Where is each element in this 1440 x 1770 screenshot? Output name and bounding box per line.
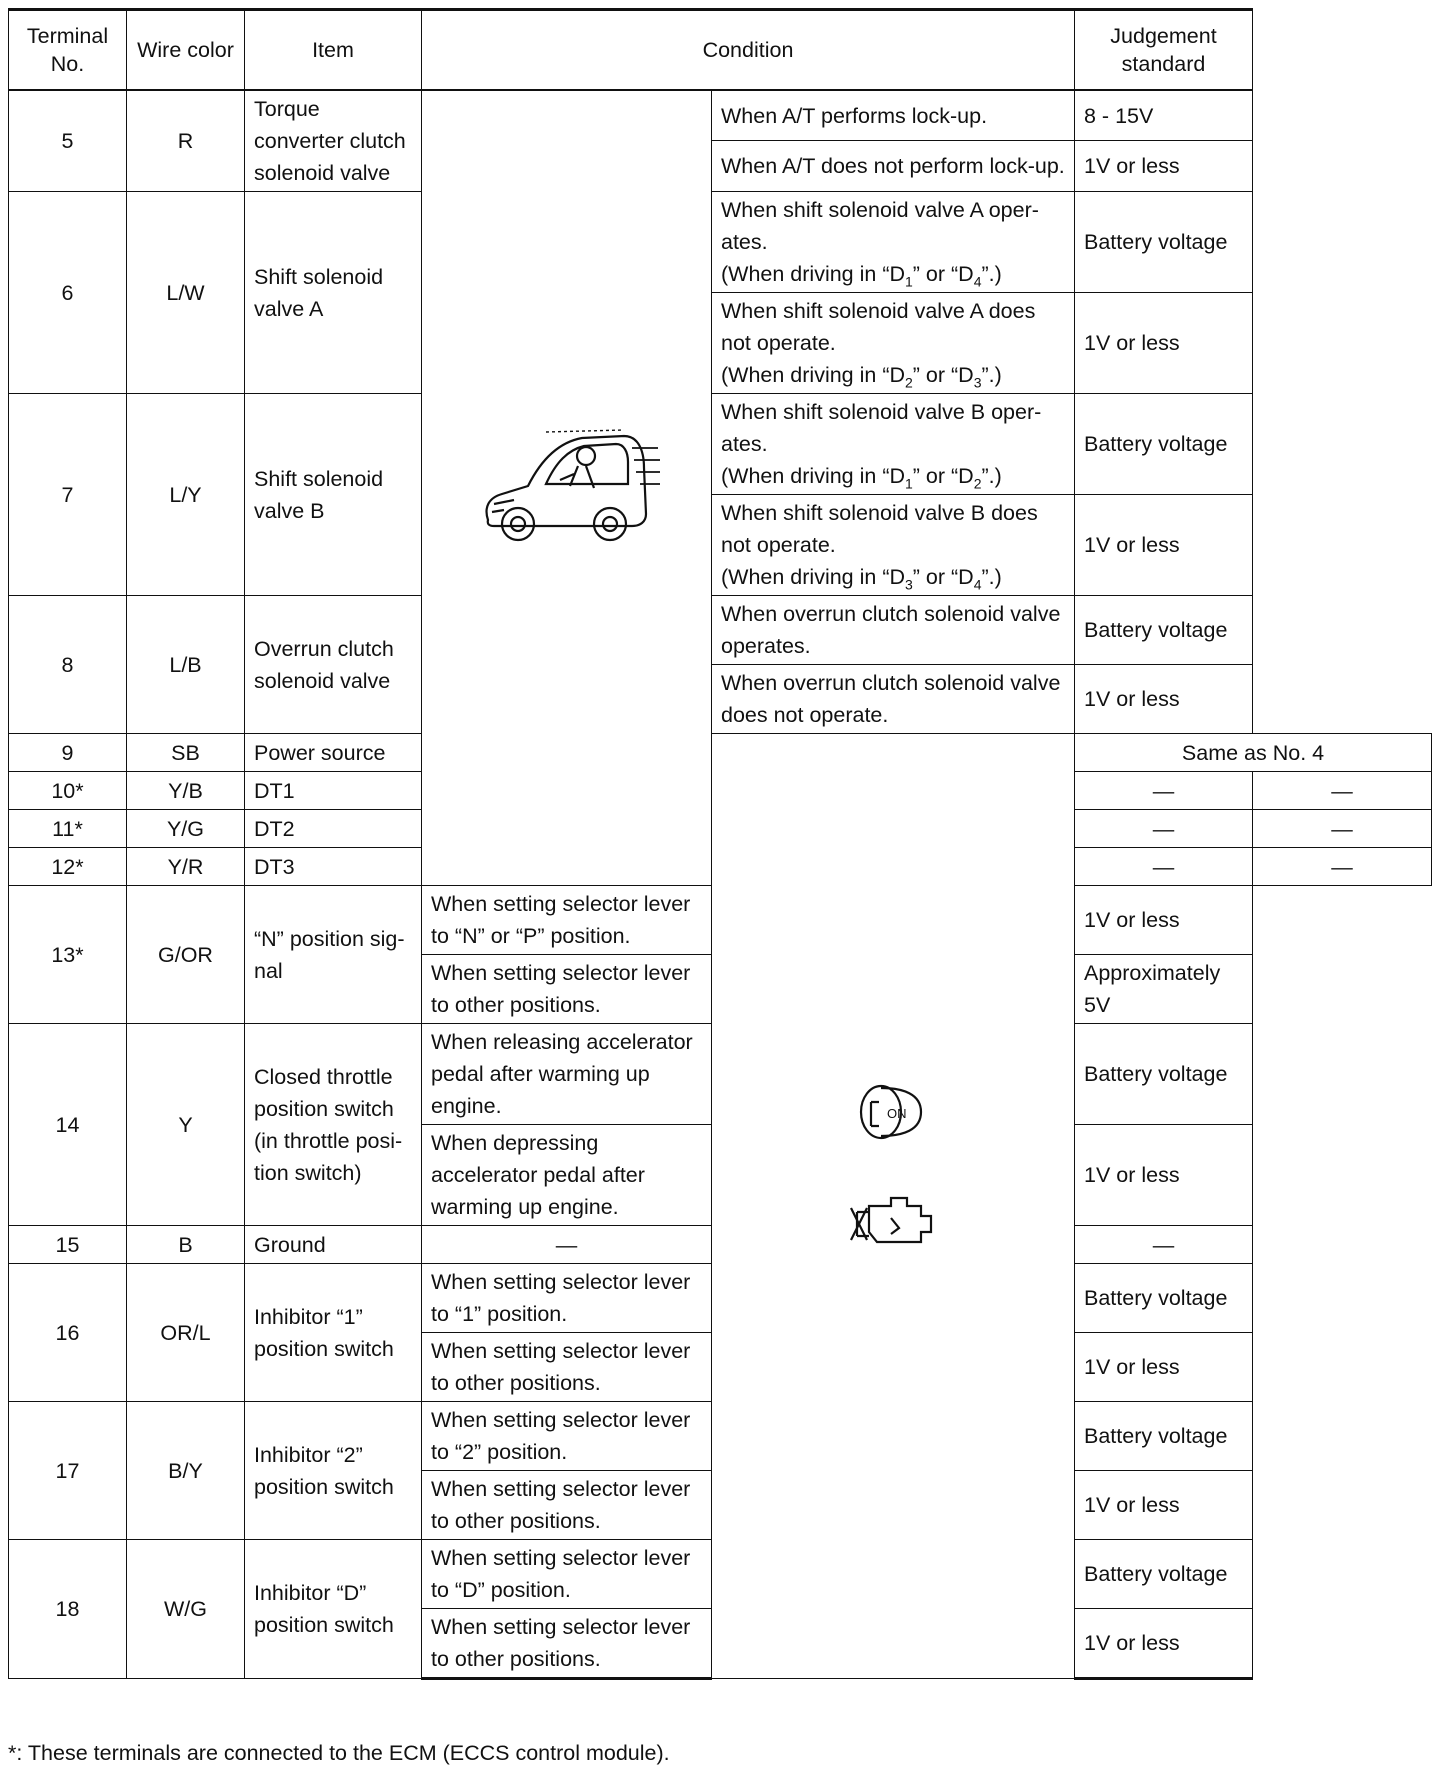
judgement-value: 1V or less: [1075, 141, 1253, 192]
wire-color: B: [127, 1226, 245, 1264]
wire-color: SB: [127, 734, 245, 772]
judgement-value: 1V or less: [1075, 1609, 1253, 1679]
condition-note: ”.): [981, 464, 1002, 488]
judgement-value: 1V or less: [1075, 293, 1253, 394]
condition-text: —: [1075, 810, 1253, 848]
condition-note: (When driving in “D: [721, 363, 905, 387]
terminal-no: 14: [9, 1024, 127, 1226]
wire-color: B/Y: [127, 1402, 245, 1540]
judgement-value: Battery voltage: [1075, 1540, 1253, 1609]
wire-color: Y/R: [127, 848, 245, 886]
svg-text:ON: ON: [887, 1106, 907, 1121]
item: Shift solenoid valve A: [245, 192, 422, 394]
terminal-no: 9: [9, 734, 127, 772]
wire-color: Y/G: [127, 810, 245, 848]
item: Closed throttle position switch (in throttle posi-tion switch): [245, 1024, 422, 1226]
terminal-no: 18: [9, 1540, 127, 1679]
condition-note: ”.): [981, 363, 1002, 387]
item: Inhibitor “2” position switch: [245, 1402, 422, 1540]
item: DT3: [245, 848, 422, 886]
merged-condition: Same as No. 4: [1075, 734, 1432, 772]
condition-text: When depressing accelerator pedal after warming up engine.: [422, 1125, 712, 1226]
condition-note: (When driving in “D: [721, 262, 905, 286]
header-judgement: Judgement standard: [1075, 10, 1253, 91]
condition-text: When releasing accelerator pedal after warming up engine.: [422, 1024, 712, 1125]
item: Inhibitor “D” position switch: [245, 1540, 422, 1679]
judgement-value: —: [1075, 1226, 1253, 1264]
driving-condition-icon-cell: [422, 90, 712, 886]
table-row: [9, 734, 1432, 772]
table-row: [9, 192, 1432, 293]
condition-text: —: [1075, 772, 1253, 810]
terminal-no: 5: [9, 90, 127, 192]
condition-main: When shift solenoid valve A oper-ates.: [721, 198, 1039, 254]
ignition-key-on-icon: [855, 1082, 931, 1142]
condition-note: (When driving in “D: [721, 565, 905, 589]
table-row: [9, 596, 1432, 665]
wire-color: Y: [127, 1024, 245, 1226]
condition-text: [712, 394, 1075, 495]
wire-color: R: [127, 90, 245, 192]
item: Ground: [245, 1226, 422, 1264]
ignition-condition-icon-cell: [712, 734, 1075, 1679]
condition-text: When A/T performs lock-up.: [712, 90, 1075, 141]
condition-main: When shift solenoid valve B does not operate.: [721, 501, 1038, 557]
condition-text: When A/T does not perform lock-up.: [712, 141, 1075, 192]
wire-color: W/G: [127, 1540, 245, 1679]
judgement-value: Battery voltage: [1075, 1024, 1253, 1125]
condition-note: ”.): [981, 262, 1002, 286]
condition-text: [712, 192, 1075, 293]
wire-color: L/B: [127, 596, 245, 734]
terminal-no: 12*: [9, 848, 127, 886]
car-driving-icon: [474, 428, 660, 548]
condition-note: ” or “D: [912, 262, 974, 286]
condition-text: When overrun clutch solenoid valve does not operate.: [712, 665, 1075, 734]
judgement-value: —: [1253, 848, 1432, 886]
item: Torque converter clutch solenoid valve: [245, 90, 422, 192]
wire-color: OR/L: [127, 1264, 245, 1402]
terminal-spec-table: [8, 8, 1432, 1680]
judgement-value: —: [1253, 810, 1432, 848]
wire-color: Y/B: [127, 772, 245, 810]
condition-text: When setting selector lever to “N” or “P” position.: [422, 886, 712, 955]
item: Overrun clutch solenoid valve: [245, 596, 422, 734]
judgement-value: 1V or less: [1075, 665, 1253, 734]
header-terminal-no: Terminal No.: [9, 10, 127, 91]
header-condition: Condition: [422, 10, 1075, 91]
condition-text: When overrun clutch solenoid valve operates.: [712, 596, 1075, 665]
header-wire-color: Wire color: [127, 10, 245, 91]
terminal-no: 13*: [9, 886, 127, 1024]
wire-color: L/W: [127, 192, 245, 394]
item: DT2: [245, 810, 422, 848]
judgement-value: 1V or less: [1075, 1125, 1253, 1226]
judgement-value: 1V or less: [1075, 886, 1253, 955]
condition-text: When setting selector lever to other positions.: [422, 1333, 712, 1402]
terminal-no: 10*: [9, 772, 127, 810]
condition-main: When shift solenoid valve B oper-ates.: [721, 400, 1042, 456]
condition-note: (When driving in “D: [721, 464, 905, 488]
condition-text: When setting selector lever to “D” position.: [422, 1540, 712, 1609]
judgement-value: Battery voltage: [1075, 192, 1253, 293]
wire-color: L/Y: [127, 394, 245, 596]
condition-text: [712, 495, 1075, 596]
gear-subscript: 1: [905, 273, 913, 290]
condition-text: —: [422, 1226, 712, 1264]
table-row: [9, 394, 1432, 495]
gear-subscript: 3: [905, 576, 913, 593]
header-item: Item: [245, 10, 422, 91]
condition-note: ” or “D: [912, 363, 974, 387]
condition-text: —: [1075, 848, 1253, 886]
item: “N” position sig-nal: [245, 886, 422, 1024]
judgement-value: Battery voltage: [1075, 394, 1253, 495]
wire-color: G/OR: [127, 886, 245, 1024]
terminal-no: 7: [9, 394, 127, 596]
condition-note: ” or “D: [912, 565, 974, 589]
terminal-no: 16: [9, 1264, 127, 1402]
engine-stopped-icon: [847, 1188, 939, 1248]
gear-subscript: 4: [973, 273, 982, 290]
gear-subscript: 1: [905, 475, 913, 492]
judgement-value: 1V or less: [1075, 1333, 1253, 1402]
condition-text: When setting selector lever to other positions.: [422, 955, 712, 1024]
condition-note: ” or “D: [912, 464, 974, 488]
terminal-no: 17: [9, 1402, 127, 1540]
judgement-value: 8 - 15V: [1075, 90, 1253, 141]
header-row: [9, 10, 1432, 91]
item: Shift solenoid valve B: [245, 394, 422, 596]
gear-subscript: 2: [973, 475, 982, 492]
terminal-no: 6: [9, 192, 127, 394]
condition-text: When setting selector lever to “1” position.: [422, 1264, 712, 1333]
condition-main: When shift solenoid valve A does not operate.: [721, 299, 1036, 355]
judgement-value: 1V or less: [1075, 495, 1253, 596]
judgement-value: Battery voltage: [1075, 1402, 1253, 1471]
judgement-value: Battery voltage: [1075, 1264, 1253, 1333]
judgement-value: Approximately 5V: [1075, 955, 1253, 1024]
terminal-no: 11*: [9, 810, 127, 848]
terminal-no: 15: [9, 1226, 127, 1264]
item: Power source: [245, 734, 422, 772]
judgement-value: 1V or less: [1075, 1471, 1253, 1540]
gear-subscript: 2: [905, 374, 913, 391]
judgement-value: Battery voltage: [1075, 596, 1253, 665]
footnote: *: These terminals are connected to the ECM (ECCS control module).: [8, 1741, 670, 1765]
gear-subscript: 3: [973, 374, 982, 391]
gear-subscript: 4: [973, 576, 982, 593]
condition-text: When setting selector lever to “2” position.: [422, 1402, 712, 1471]
condition-text: When setting selector lever to other positions.: [422, 1471, 712, 1540]
condition-note: ”.): [981, 565, 1002, 589]
condition-text: [712, 293, 1075, 394]
table-row: [9, 90, 1432, 141]
item: DT1: [245, 772, 422, 810]
condition-text: When setting selector lever to other positions.: [422, 1609, 712, 1679]
terminal-no: 8: [9, 596, 127, 734]
judgement-value: —: [1253, 772, 1432, 810]
item: Inhibitor “1” position switch: [245, 1264, 422, 1402]
